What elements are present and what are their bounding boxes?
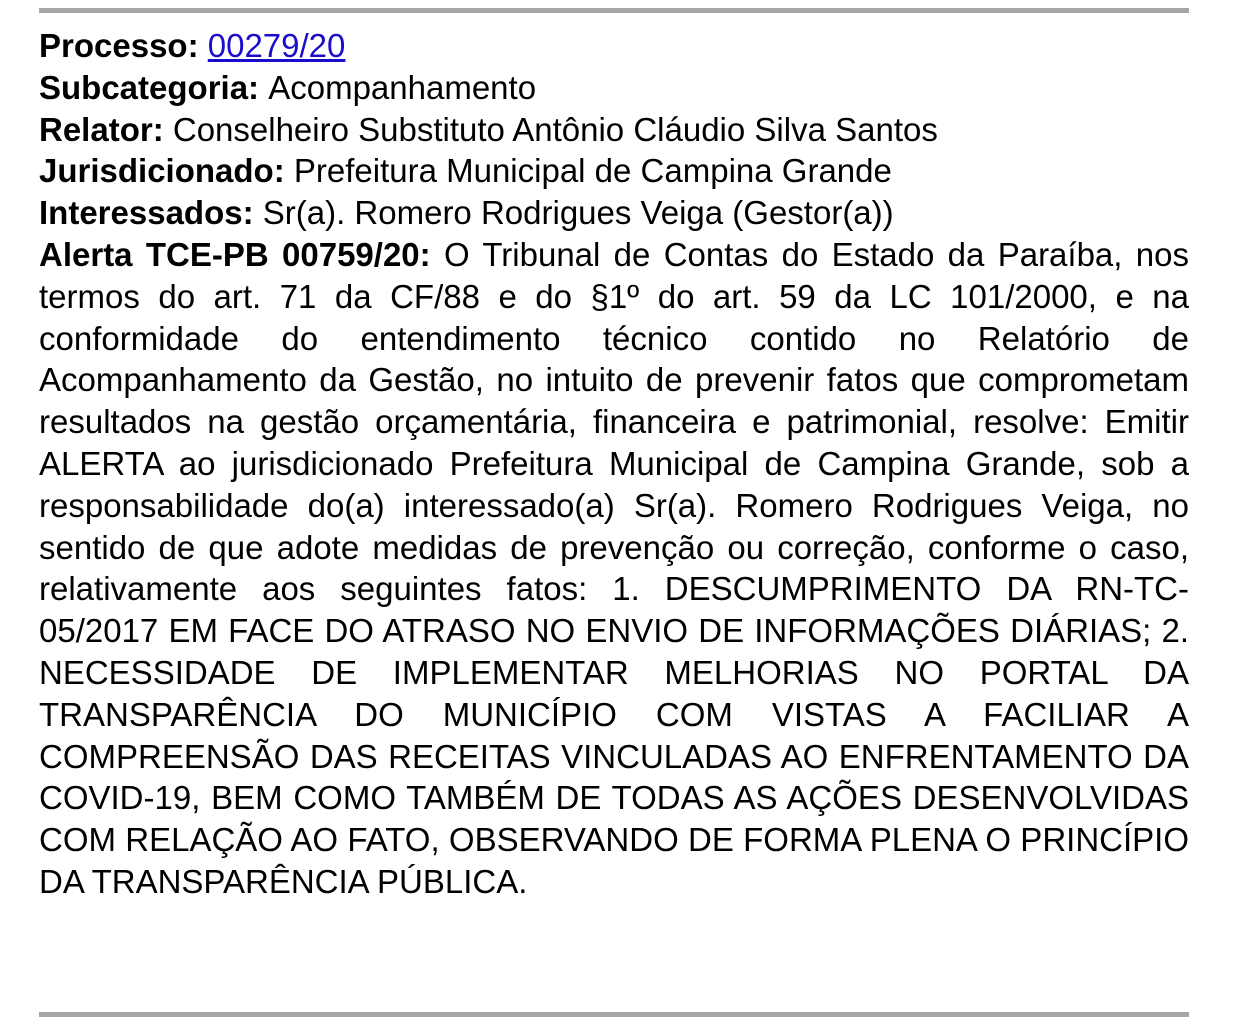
processo-label: Processo:	[39, 27, 208, 64]
subcategoria-value: Acompanhamento	[268, 68, 537, 106]
processo-row	[39, 25, 1189, 67]
processo-link[interactable]: 00279/20	[207, 27, 346, 64]
interessados-label: Interessados:	[39, 194, 263, 232]
alert-record	[39, 25, 1189, 903]
jurisdicionado-row	[39, 150, 1189, 192]
subcategoria-row	[39, 67, 1189, 109]
relator-row	[39, 109, 1189, 151]
jurisdicionado-value: Prefeitura Municipal de Campina Grande	[293, 152, 892, 190]
bottom-divider	[39, 1012, 1189, 1017]
alerta-text: O Tribunal de Contas do Estado da Paraíba, nos termos do art. 71 da CF/88 e do §1º do art. 59 da LC 101/2000, e na conformidade do entendimento técnico contido no Relatório de Acompanhamento da Gestão, no intuito de prevenir fatos que comprometam resultados na gestão orçamentária, financeira e patrimonial, resolve: Emitir ALERTA ao jurisdicionado Prefeitura Municipal de Campina Grande, sob a responsabilidade do(a) interessado(a) Sr(a). Romero Rodrigues Veiga, no sentido de que adote medidas de prevenção ou correção, conforme o caso, relativamente aos seguintes fatos: 1. DESCUMPRIMENTO DA RN-TC-05/2017 EM FACE DO ATRASO NO ENVIO DE INFORMAÇÕES DIÁRIAS; 2. NECESSIDADE DE IMPLEMENTAR MELHORIAS NO PORTAL DA TRANSPARÊNCIA DO MUNICÍPIO COM VISTAS A FACILIAR A COMPREENSÃO DAS RECEITAS VINCULADAS AO ENFRENTAMENTO DA COVID-19, BEM COMO TAMBÉM DE TODAS AS AÇÕES DESENVOLVIDAS COM RELAÇÃO AO FATO, OBSERVANDO DE FORMA PLENA O PRINCÍPIO DA TRANSPARÊNCIA PÚBLICA.	[39, 235, 1189, 900]
interessados-value: Sr(a). Romero Rodrigues Veiga (Gestor(a))	[262, 194, 894, 232]
subcategoria-label: Subcategoria:	[39, 68, 269, 106]
jurisdicionado-label: Jurisdicionado:	[39, 152, 294, 190]
interessados-row	[39, 192, 1189, 234]
alerta-label: Alerta TCE-PB 00759/20:	[39, 235, 444, 273]
top-divider	[39, 8, 1189, 13]
relator-value: Conselheiro Substituto Antônio Cláudio Silva Santos	[172, 110, 938, 148]
relator-label: Relator:	[39, 110, 173, 148]
alerta-paragraph	[39, 234, 1189, 903]
